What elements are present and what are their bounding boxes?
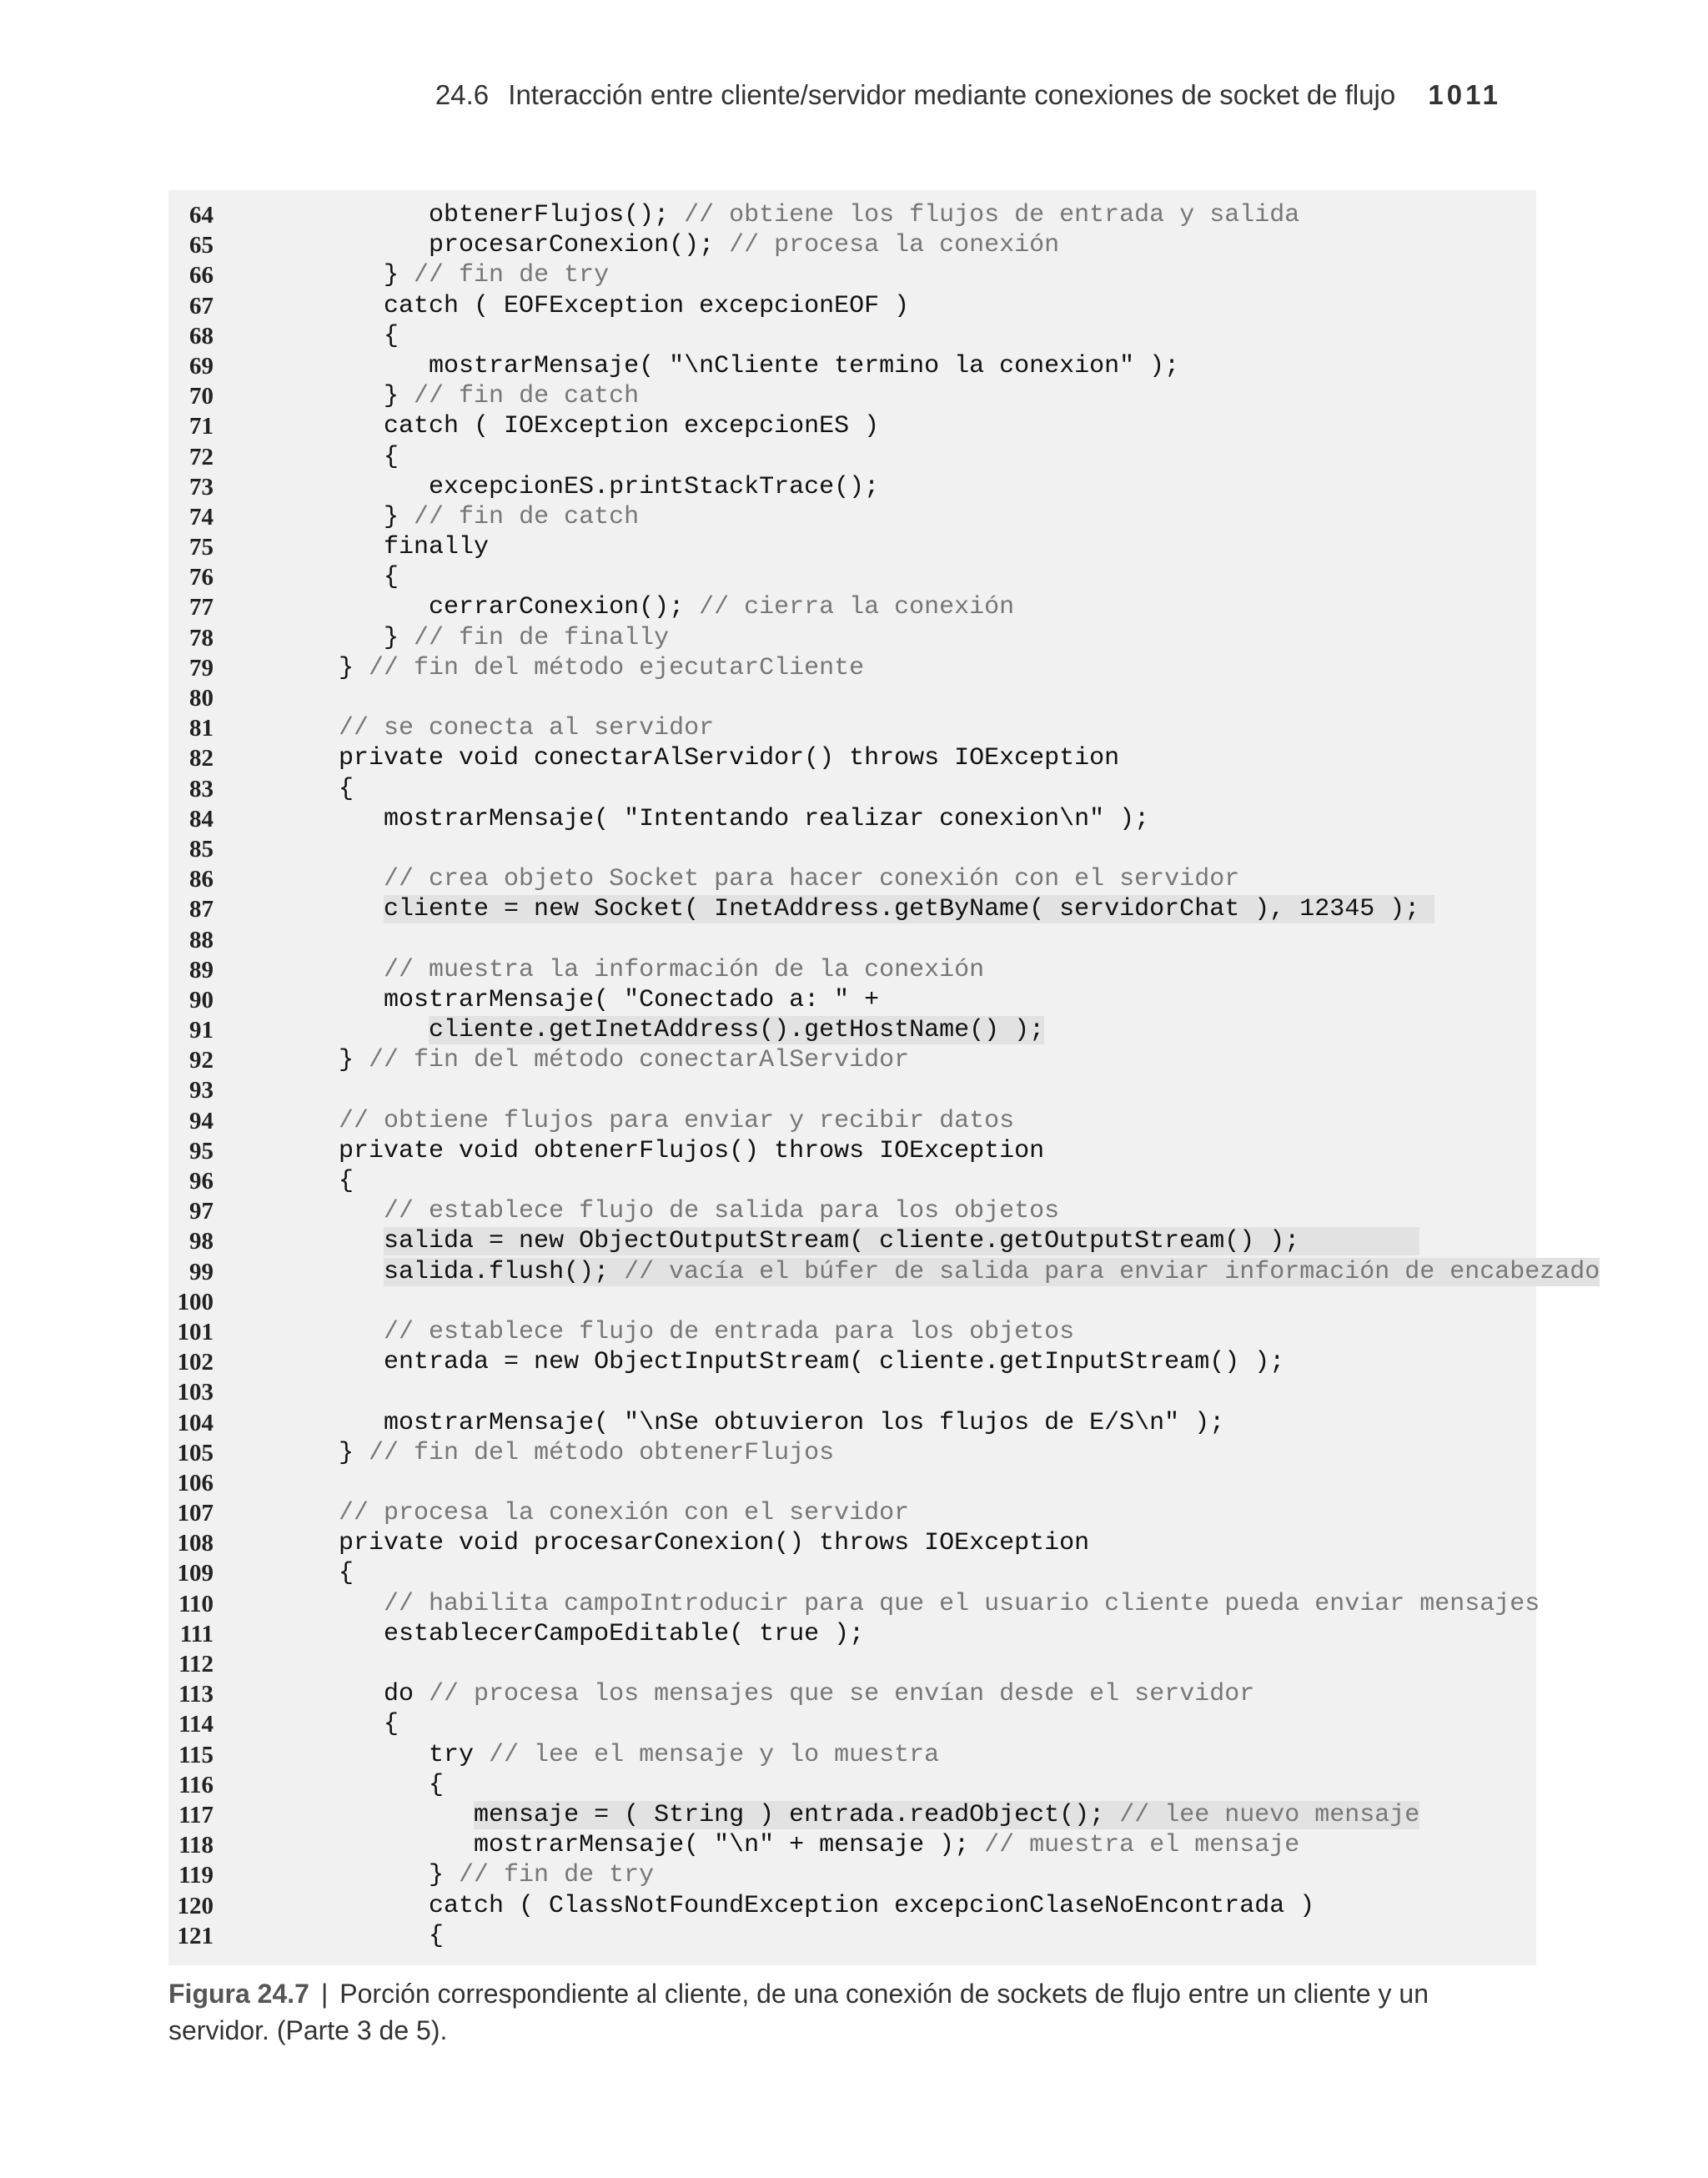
- code-text: [294, 1891, 1314, 1921]
- code-line: [168, 1498, 1536, 1528]
- code-comment: // establece flujo de salida para los objetos: [384, 1197, 1060, 1226]
- line-number: 64: [189, 202, 214, 229]
- code-text: [294, 1106, 1014, 1136]
- code-line: [168, 1800, 1536, 1830]
- code-line: [168, 1166, 1536, 1196]
- code-text: [294, 502, 639, 532]
- code-text: [294, 804, 1149, 834]
- code-content: [339, 1046, 909, 1074]
- code-text: [294, 321, 399, 351]
- line-number: 89: [189, 956, 214, 983]
- code-comment: // fin de catch: [414, 382, 640, 411]
- code-text: [294, 1015, 1044, 1045]
- code-statement: mostrarMensaje( "\n" + mensaje );: [474, 1831, 985, 1860]
- code-text: [294, 1589, 1540, 1619]
- code-statement: salida.flush();: [384, 1257, 625, 1286]
- code-text: [294, 623, 669, 653]
- code-comment: // obtiene flujos para enviar y recibir datos: [339, 1106, 1015, 1135]
- code-statement: {: [384, 1710, 399, 1739]
- code-statement: }: [339, 1046, 369, 1075]
- code-comment: // vacía el búfer de salida para enviar información de encabezado: [624, 1257, 1600, 1286]
- code-line: [168, 1196, 1536, 1226]
- code-statement: {: [339, 1167, 354, 1195]
- code-content: [384, 1348, 1284, 1376]
- code-text: [294, 955, 984, 985]
- code-content: [429, 1861, 654, 1889]
- code-text: [294, 1830, 1299, 1860]
- line-number: 78: [189, 624, 214, 651]
- line-number: 68: [189, 322, 214, 350]
- line-number: 112: [178, 1651, 214, 1678]
- code-comment: // fin del método conectarAlServidor: [369, 1046, 910, 1075]
- code-comment: // obtiene los flujos de entrada y salida: [684, 201, 1300, 229]
- code-line: [168, 1347, 1536, 1377]
- running-head: [0, 79, 1501, 111]
- line-number: 70: [189, 383, 214, 410]
- code-content: [339, 1137, 1044, 1165]
- code-comment: // fin de finally: [414, 623, 670, 652]
- code-line: [168, 1528, 1536, 1558]
- section-number: 24.6: [435, 79, 490, 110]
- code-statement: cerrarConexion();: [429, 593, 700, 622]
- code-line: [168, 804, 1536, 834]
- line-number: 114: [178, 1711, 214, 1738]
- code-text: [294, 1740, 939, 1770]
- code-content: [384, 533, 489, 561]
- line-number: 106: [177, 1469, 214, 1496]
- code-comment: // crea objeto Socket para hacer conexión con el servidor: [384, 865, 1240, 894]
- code-text: [294, 1498, 909, 1528]
- code-line: [168, 1770, 1536, 1800]
- line-number: 76: [189, 564, 214, 591]
- line-number: 111: [179, 1620, 214, 1647]
- line-number: 115: [178, 1741, 214, 1768]
- code-text: [294, 1408, 1224, 1438]
- code-text: [294, 592, 1014, 622]
- code-line: [168, 623, 1536, 653]
- code-content: [339, 1167, 354, 1195]
- code-content: [339, 714, 714, 742]
- code-text: [294, 562, 399, 592]
- code-line: [168, 200, 1536, 230]
- line-number: 65: [189, 232, 214, 259]
- code-content: [429, 201, 1299, 229]
- code-content: [429, 473, 879, 501]
- code-line: [168, 1649, 1536, 1679]
- code-statement: }: [384, 502, 414, 531]
- highlighted-code: [429, 1016, 1044, 1044]
- line-number: 113: [178, 1681, 214, 1708]
- code-statement: private void conectarAlServidor() throws IOException: [339, 744, 1120, 773]
- code-statement: mostrarMensaje( "Intentando realizar conexion\n" );: [384, 804, 1150, 833]
- code-line: [168, 864, 1536, 894]
- code-content: [384, 805, 1149, 833]
- code-line: [168, 743, 1536, 773]
- code-statement: procesarConexion();: [429, 231, 730, 260]
- code-content: [384, 865, 1239, 893]
- code-line: [168, 1558, 1536, 1588]
- line-number: 73: [189, 473, 214, 500]
- line-number: 101: [177, 1318, 214, 1346]
- code-text: [294, 1317, 1074, 1347]
- highlighted-code: [474, 1801, 1419, 1829]
- code-text: [294, 411, 879, 441]
- code-statement: obtenerFlujos();: [429, 201, 685, 229]
- code-statement: }: [339, 1438, 369, 1467]
- code-text: [294, 1226, 1419, 1256]
- line-number: 93: [189, 1077, 214, 1104]
- code-text: [294, 442, 399, 472]
- code-statement: try: [429, 1740, 490, 1769]
- code-content: [339, 1439, 834, 1467]
- code-content: [384, 503, 639, 531]
- code-content: [384, 322, 399, 350]
- code-statement: {: [384, 442, 399, 471]
- code-text: [294, 381, 639, 411]
- code-line: [168, 1317, 1536, 1347]
- code-text: [294, 472, 879, 502]
- code-statement: catch ( IOException excepcionES ): [384, 412, 880, 441]
- caption-separator: |: [320, 1979, 329, 2009]
- code-content: [384, 1590, 1540, 1618]
- code-content: [339, 1107, 1014, 1135]
- code-statement: private void procesarConexion() throws IOException: [339, 1529, 1090, 1558]
- code-text: [294, 1558, 354, 1588]
- code-line: [168, 381, 1536, 411]
- line-number: 108: [177, 1530, 214, 1557]
- code-line: [168, 592, 1536, 622]
- line-number: 117: [178, 1801, 214, 1828]
- code-statement: excepcionES.printStackTrace();: [429, 472, 880, 501]
- code-statement: mostrarMensaje( "\nCliente termino la conexion" );: [429, 351, 1180, 380]
- code-line: [168, 1136, 1536, 1166]
- line-number: 66: [189, 262, 214, 289]
- caption-text: Porción correspondiente al cliente, de una conexión de sockets de flujo entre un cliente y un servidor. (Parte 3 de 5).: [168, 1979, 1429, 2045]
- code-content: [429, 1741, 939, 1769]
- figure-caption: [168, 1975, 1536, 2049]
- code-text: [294, 864, 1239, 894]
- code-comment: // lee el mensaje y lo muestra: [489, 1740, 940, 1769]
- code-content: [339, 775, 354, 803]
- code-line: [168, 1589, 1540, 1619]
- code-statement: entrada = new ObjectInputStream( cliente.getInputStream() );: [384, 1348, 1285, 1377]
- code-content: [339, 654, 864, 682]
- code-comment: // fin de try: [414, 261, 610, 290]
- code-line: [168, 1257, 1600, 1287]
- line-number: 102: [177, 1349, 214, 1376]
- line-number: 87: [189, 896, 214, 923]
- code-line: [168, 1226, 1536, 1256]
- code-line: [168, 1015, 1536, 1045]
- code-content: [429, 352, 1179, 380]
- code-text: [294, 1619, 864, 1649]
- code-text: [294, 532, 489, 562]
- code-statement: private void obtenerFlujos() throws IOException: [339, 1136, 1045, 1165]
- code-line: [168, 1679, 1536, 1709]
- line-number: 85: [189, 835, 214, 863]
- code-line: [168, 1106, 1536, 1136]
- code-line: [168, 532, 1536, 562]
- highlighted-code: [384, 1258, 1600, 1286]
- code-line: [168, 1468, 1536, 1498]
- code-comment: // procesa la conexión con el servidor: [339, 1499, 910, 1528]
- code-text: [294, 1196, 1059, 1226]
- line-number: 98: [189, 1228, 214, 1255]
- line-number: 91: [189, 1017, 214, 1044]
- line-number: 75: [189, 534, 214, 561]
- code-content: [384, 412, 879, 440]
- line-number: 92: [189, 1047, 214, 1074]
- code-comment: // habilita campoIntroducir para que el usuario cliente pueda enviar mensajes: [384, 1589, 1540, 1618]
- code-content: [384, 1318, 1074, 1346]
- code-line: [168, 1075, 1536, 1105]
- code-text: [294, 713, 714, 743]
- line-number: 96: [189, 1168, 214, 1195]
- line-number: 103: [177, 1379, 214, 1406]
- line-number: 105: [177, 1439, 214, 1466]
- code-statement: {: [429, 1770, 445, 1799]
- code-content: [429, 1892, 1314, 1920]
- code-statement: establecerCampoEditable( true );: [384, 1619, 865, 1648]
- code-text: [294, 1770, 444, 1800]
- code-line: [168, 955, 1536, 985]
- line-number: 90: [189, 986, 214, 1014]
- code-text: [294, 1528, 1089, 1558]
- code-statement: salida = new ObjectOutputStream( cliente.getOutputStream() );: [384, 1227, 1420, 1256]
- code-content: [384, 624, 669, 652]
- code-line: [168, 1709, 1536, 1739]
- line-number: 100: [177, 1288, 214, 1315]
- line-number: 71: [189, 413, 214, 440]
- line-number: 118: [178, 1832, 214, 1859]
- code-line: [168, 1045, 1536, 1075]
- code-line: [168, 291, 1536, 321]
- code-line: [168, 230, 1536, 260]
- code-statement: cliente = new Socket( InetAddress.getByName( servidorChat ), 12345 );: [384, 895, 1435, 924]
- code-text: [294, 774, 354, 804]
- code-comment: // fin de try: [459, 1861, 655, 1890]
- code-content: [384, 1409, 1224, 1437]
- code-text: [294, 653, 864, 683]
- line-number: 88: [189, 926, 214, 953]
- code-content: [339, 1559, 354, 1587]
- code-line: [168, 925, 1536, 955]
- code-text: [294, 1045, 909, 1075]
- line-number: 82: [189, 745, 214, 772]
- line-number: 109: [177, 1560, 214, 1587]
- code-line: [168, 1860, 1536, 1890]
- line-number: 67: [189, 292, 214, 319]
- code-line: [168, 351, 1536, 381]
- code-line: [168, 1830, 1536, 1860]
- code-comment: // cierra la conexión: [699, 593, 1015, 622]
- code-comment: // muestra la información de la conexión: [384, 955, 985, 984]
- code-comment: // se conecta al servidor: [339, 714, 715, 743]
- section-title: Interacción entre cliente/servidor mediante conexiones de socket de flujo: [508, 79, 1396, 110]
- code-line: [168, 713, 1536, 743]
- code-statement: {: [384, 563, 399, 592]
- code-statement: {: [339, 774, 354, 803]
- code-text: [294, 230, 1059, 260]
- code-comment: // lee nuevo mensaje: [1119, 1800, 1420, 1829]
- code-text: [294, 1166, 354, 1196]
- code-line: [168, 562, 1536, 592]
- code-content: [429, 593, 1014, 621]
- code-lines: [168, 200, 1600, 1951]
- line-number: 107: [177, 1500, 214, 1527]
- code-content: [429, 1922, 444, 1950]
- code-line: [168, 1287, 1536, 1317]
- line-number: 86: [189, 866, 214, 893]
- code-statement: {: [384, 321, 399, 350]
- line-number: 97: [189, 1198, 214, 1225]
- figure-label: Figura 24.7: [168, 1979, 309, 2009]
- code-statement: mensaje = ( String ) entrada.readObject();: [474, 1800, 1120, 1829]
- code-statement: do: [384, 1680, 430, 1709]
- line-number: 81: [189, 715, 214, 742]
- line-number: 110: [178, 1590, 214, 1617]
- line-number: 72: [189, 443, 214, 470]
- code-line: [168, 260, 1536, 290]
- code-comment: // muestra el mensaje: [984, 1831, 1300, 1860]
- code-line: [168, 894, 1536, 924]
- code-text: [294, 894, 1434, 924]
- code-text: [294, 1921, 444, 1951]
- page-number: 1011: [1428, 79, 1501, 110]
- line-number: 79: [189, 654, 214, 682]
- code-content: [384, 382, 639, 410]
- code-line: [168, 683, 1536, 713]
- code-content: [384, 261, 609, 289]
- code-text: [294, 1136, 1044, 1166]
- code-text: [294, 985, 879, 1015]
- code-line: [168, 321, 1536, 351]
- line-number: 83: [189, 775, 214, 802]
- code-content: [384, 956, 984, 984]
- code-content: [384, 563, 399, 591]
- code-content: [429, 231, 1059, 259]
- code-statement: }: [384, 382, 414, 411]
- code-comment: // procesa los mensajes que se envían desde el servidor: [429, 1680, 1255, 1709]
- code-line: [168, 1921, 1536, 1951]
- line-number: 94: [189, 1107, 214, 1134]
- code-statement: }: [384, 261, 414, 290]
- code-comment: // procesa la conexión: [729, 231, 1060, 260]
- code-comment: // fin del método ejecutarCliente: [369, 653, 865, 682]
- code-line: [168, 985, 1536, 1015]
- code-content: [384, 1197, 1059, 1225]
- code-text: [294, 743, 1119, 773]
- code-statement: }: [429, 1861, 460, 1890]
- highlighted-code: [384, 895, 1434, 923]
- code-line: [168, 502, 1536, 532]
- line-number: 116: [178, 1771, 214, 1798]
- code-content: [339, 744, 1119, 772]
- code-content: [384, 443, 399, 471]
- line-number: 104: [177, 1409, 214, 1436]
- line-number: 121: [177, 1922, 214, 1949]
- code-text: [294, 291, 909, 321]
- code-line: [168, 411, 1536, 441]
- code-content: [384, 1710, 399, 1738]
- code-line: [168, 1740, 1536, 1770]
- code-line: [168, 442, 1536, 472]
- code-listing: [168, 190, 1600, 1965]
- code-line: [168, 1377, 1536, 1407]
- code-line: [168, 1408, 1536, 1438]
- line-number: 120: [177, 1892, 214, 1919]
- code-line: [168, 1891, 1536, 1921]
- line-number: 99: [189, 1258, 214, 1285]
- code-text: [294, 1709, 399, 1739]
- line-number: 119: [178, 1862, 214, 1889]
- code-content: [339, 1529, 1089, 1557]
- code-content: [429, 1771, 444, 1799]
- code-statement: cliente.getInetAddress().getHostName() );: [429, 1016, 1045, 1045]
- code-statement: catch ( ClassNotFoundException excepcionClaseNoEncontrada ): [429, 1891, 1315, 1920]
- code-text: [294, 351, 1179, 381]
- line-number: 74: [189, 503, 214, 531]
- code-statement: catch ( EOFException excepcionEOF ): [384, 291, 910, 320]
- code-text: [294, 1860, 654, 1890]
- code-statement: }: [339, 653, 369, 682]
- code-line: [168, 834, 1536, 864]
- code-content: [384, 1680, 1254, 1708]
- code-text: [294, 260, 609, 290]
- code-line: [168, 472, 1536, 502]
- code-comment: // fin de catch: [414, 502, 640, 531]
- code-comment: // fin del método obtenerFlujos: [369, 1438, 835, 1467]
- code-line: [168, 653, 1536, 683]
- code-text: [294, 200, 1299, 230]
- code-statement: {: [429, 1921, 445, 1950]
- code-statement: mostrarMensaje( "Conectado a: " +: [384, 985, 880, 1014]
- code-line: [168, 774, 1536, 804]
- code-text: [294, 1800, 1419, 1830]
- code-content: [474, 1831, 1299, 1859]
- code-text: [294, 1347, 1284, 1377]
- code-line: [168, 1438, 1536, 1468]
- code-text: [294, 1438, 834, 1468]
- code-text: [294, 1257, 1600, 1287]
- code-content: [384, 292, 909, 320]
- code-comment: // establece flujo de entrada para los objetos: [384, 1317, 1075, 1346]
- line-number: 77: [189, 594, 214, 621]
- line-number: 84: [189, 805, 214, 832]
- code-content: [384, 1620, 864, 1648]
- line-number: 80: [189, 685, 214, 712]
- highlighted-code: [384, 1227, 1419, 1255]
- code-statement: {: [339, 1559, 354, 1588]
- line-number: 95: [189, 1137, 214, 1164]
- code-content: [339, 1499, 909, 1527]
- code-text: [294, 1679, 1254, 1709]
- line-number: 69: [189, 352, 214, 380]
- code-line: [168, 1619, 1536, 1649]
- code-statement: mostrarMensaje( "\nSe obtuvieron los flujos de E/S\n" );: [384, 1408, 1225, 1437]
- code-statement: }: [384, 623, 414, 652]
- code-statement: finally: [384, 533, 490, 562]
- code-content: [384, 986, 879, 1014]
